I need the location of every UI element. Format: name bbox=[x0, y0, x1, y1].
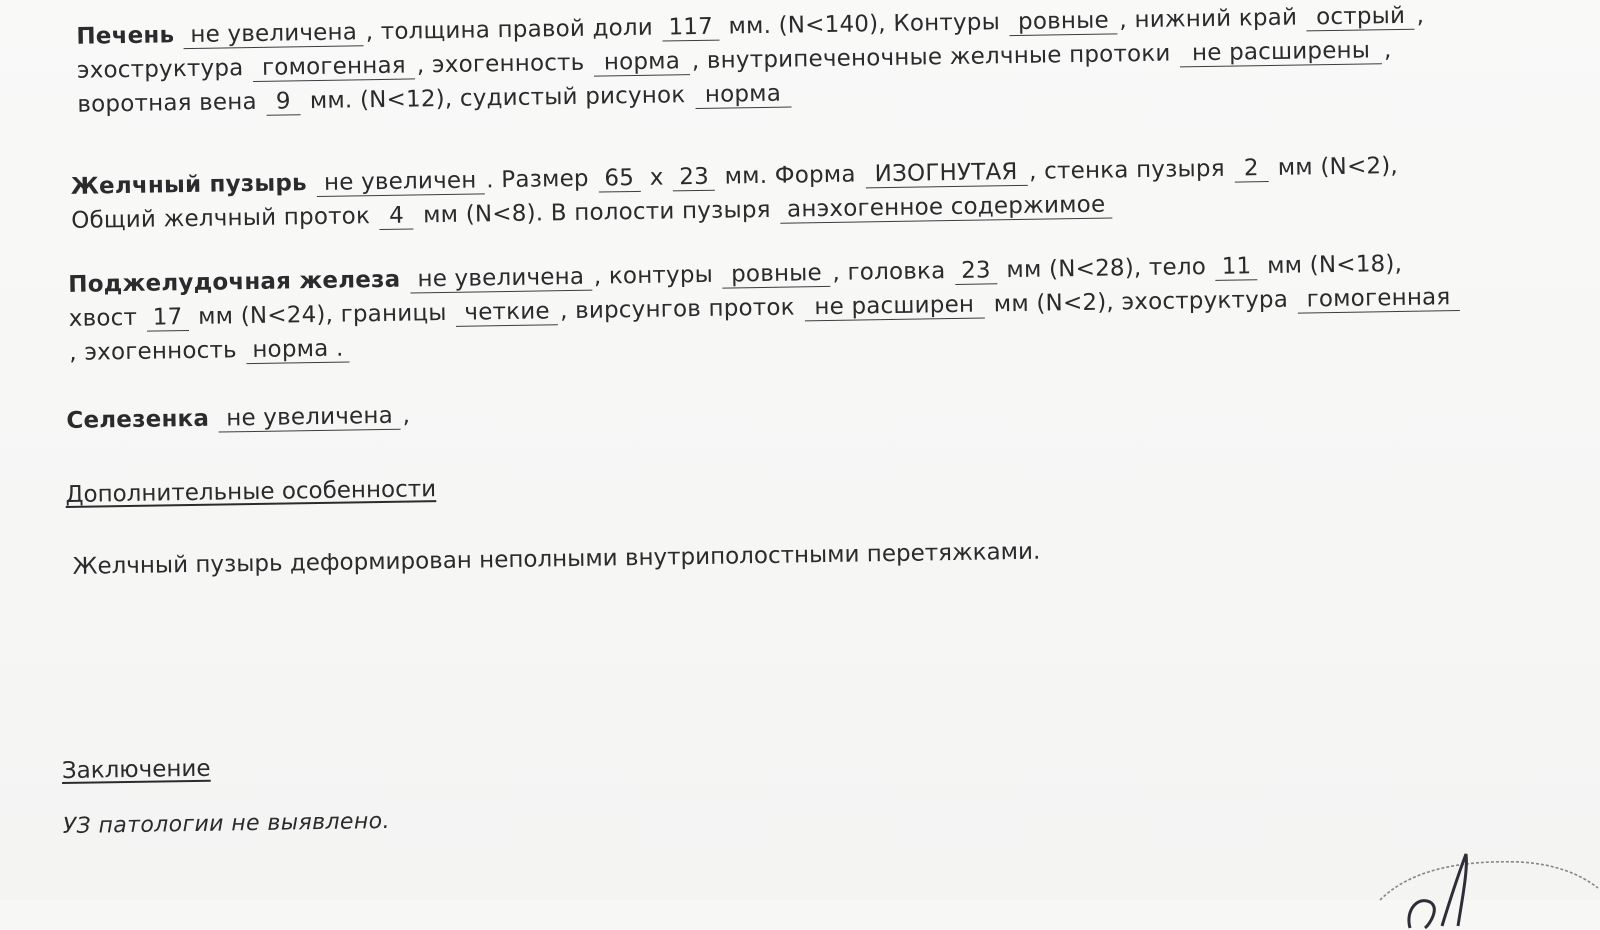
pancreas-echogenicity: норма . bbox=[246, 335, 350, 364]
liver-text: воротная вена bbox=[77, 88, 258, 118]
pancreas-text: , вирсунгов проток bbox=[559, 294, 795, 325]
gallbladder-text: , стенка пузыря bbox=[1028, 155, 1225, 185]
gallbladder-content: анэхогенное содержимое bbox=[780, 191, 1112, 223]
pancreas-size: не увеличена bbox=[410, 264, 592, 294]
liver-text: мм. (N<12), судистый рисунок bbox=[309, 82, 686, 115]
pancreas-text: , головка bbox=[832, 258, 946, 286]
liver-portal-vein: 9 bbox=[266, 88, 300, 116]
gallbladder-section bbox=[70, 147, 1543, 238]
pancreas-text: мм (N<2), эхоструктура bbox=[993, 286, 1289, 318]
additional-heading: Дополнительные особенности bbox=[65, 476, 437, 508]
conclusion-section bbox=[62, 731, 1553, 844]
pancreas-body: 11 bbox=[1215, 253, 1257, 281]
pancreas-contours: ровные bbox=[722, 260, 830, 289]
gallbladder-title: Желчный пузырь bbox=[70, 170, 307, 200]
pancreas-text: мм (N<24), границы bbox=[197, 299, 447, 330]
gallbladder-text: мм. Форма bbox=[724, 161, 856, 190]
liver-text: , эхогенность bbox=[416, 49, 585, 79]
pancreas-text: мм (N<28), тело bbox=[1006, 254, 1207, 284]
liver-lower-edge: острый bbox=[1306, 3, 1414, 32]
liver-text: , толщина правой доли bbox=[365, 14, 654, 46]
gallbladder-width: 23 bbox=[673, 164, 715, 192]
gallbladder-shape: ИЗОГНУТАЯ bbox=[865, 159, 1027, 189]
conclusion-heading: Заключение bbox=[61, 755, 211, 785]
pancreas-title: Поджелудочная железа bbox=[68, 266, 401, 298]
spleen-title: Селезенка bbox=[66, 405, 210, 434]
liver-title: Печень bbox=[76, 22, 175, 50]
pancreas-head: 23 bbox=[955, 257, 997, 285]
ultrasound-report bbox=[60, 0, 1553, 844]
spleen-section bbox=[66, 381, 1546, 438]
spleen-size: не увеличена bbox=[218, 403, 400, 433]
liver-text: , bbox=[1416, 2, 1425, 29]
liver-text: , bbox=[1383, 37, 1392, 64]
pancreas-text: хвост bbox=[68, 304, 138, 332]
pancreas-section bbox=[68, 245, 1545, 370]
pancreas-text: , эхогенность bbox=[69, 337, 238, 366]
conclusion-text: УЗ патологии не выявлено. bbox=[62, 808, 391, 840]
gallbladder-wall: 2 bbox=[1234, 155, 1268, 183]
gallbladder-common-duct: 4 bbox=[379, 202, 413, 230]
pancreas-echostructure: гомогенная bbox=[1297, 284, 1459, 314]
liver-ducts: не расширены bbox=[1180, 37, 1382, 67]
gallbladder-text: . Размер bbox=[486, 165, 589, 194]
pancreas-wirsung: не расширен bbox=[804, 292, 984, 322]
liver-text: мм. (N<140), Контуры bbox=[728, 9, 1001, 40]
gallbladder-text: х bbox=[649, 164, 664, 191]
gallbladder-size: не увеличен bbox=[316, 167, 484, 197]
pancreas-borders: четкие bbox=[456, 298, 558, 327]
pancreas-text: , контуры bbox=[593, 261, 714, 290]
liver-text: , нижний край bbox=[1119, 4, 1298, 34]
pancreas-text: мм (N<18), bbox=[1266, 250, 1403, 280]
gallbladder-text: мм (N<2), bbox=[1277, 153, 1399, 181]
liver-echostructure: гомогенная bbox=[253, 52, 415, 82]
liver-echogenicity: норма bbox=[594, 48, 690, 77]
liver-right-lobe: 117 bbox=[662, 14, 719, 42]
gallbladder-length: 65 bbox=[598, 165, 640, 193]
signature-mark bbox=[1370, 840, 1600, 930]
liver-contours: ровные bbox=[1009, 7, 1117, 36]
gallbladder-text: Общий желчный проток bbox=[71, 203, 371, 234]
liver-vascular: норма bbox=[695, 81, 791, 110]
liver-text: , внутрипеченочные желчные протоки bbox=[691, 40, 1171, 75]
liver-text: эхоструктура bbox=[76, 55, 244, 84]
liver-section bbox=[76, 0, 1541, 122]
liver-size: не увеличена bbox=[184, 19, 364, 49]
spleen-text: , bbox=[402, 402, 411, 429]
pancreas-tail: 17 bbox=[146, 304, 188, 332]
gallbladder-text: мм (N<8). В полости пузыря bbox=[422, 196, 771, 229]
additional-text: Желчный пузырь деформирован неполными внутриполостными перетяжками. bbox=[72, 538, 1041, 580]
additional-section bbox=[65, 455, 1548, 584]
